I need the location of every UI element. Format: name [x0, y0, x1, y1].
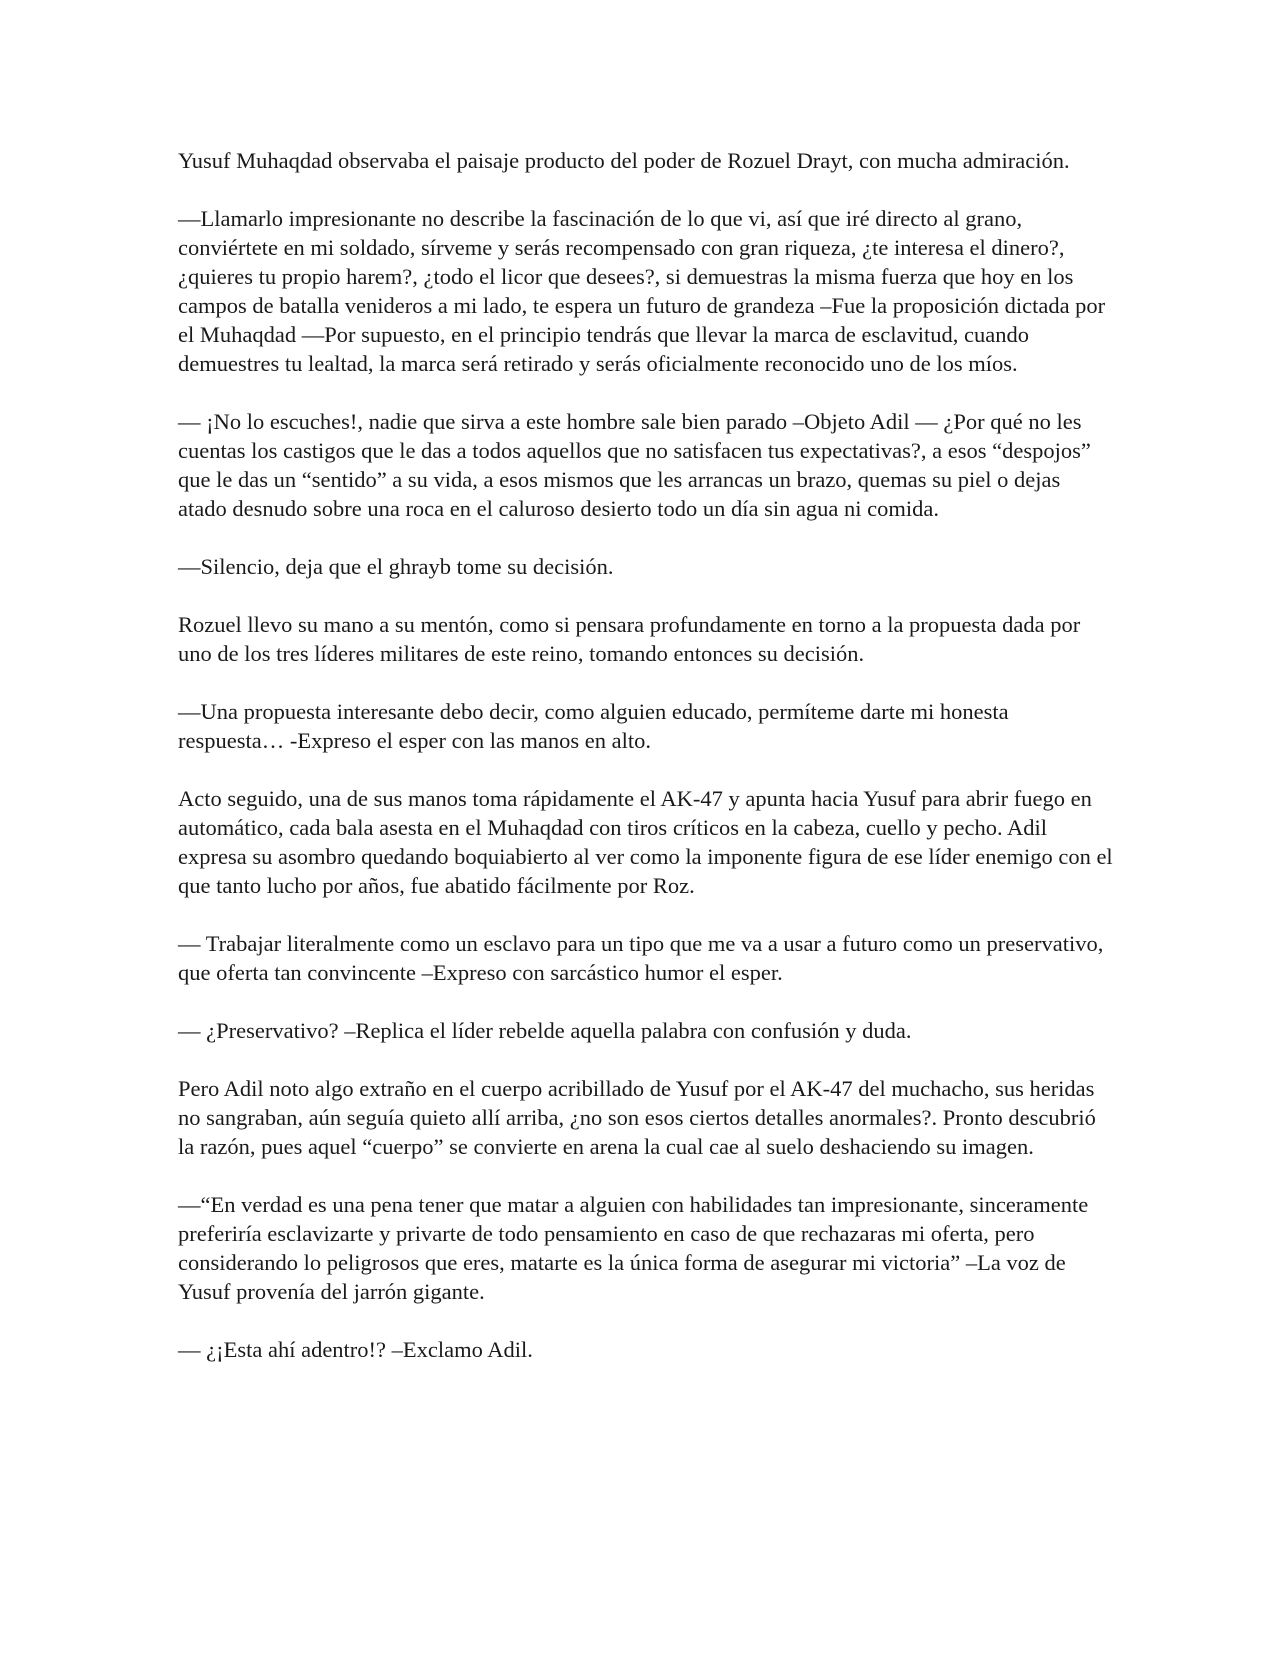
paragraph-2: —Llamarlo impresionante no describe la fascinación de lo que vi, así que iré directo al grano, conviértete en mi soldado, sírveme y serás recompensado con gran riqueza, ¿te interesa el dinero?, ¿quieres tu propio harem?, ¿todo el licor que desees?, si demuestras la misma fuerza que hoy en los campos de batalla venideros a mi lado, te espera un futuro de grandeza –Fue la proposición dictada por el Muhaqdad —Por supuesto, en el principio tendrás que llevar la marca de esclavitud, cuando demuestres tu lealtad, la marca será retirado y serás oficialmente reconocido uno de los míos.	[178, 206, 1106, 376]
paragraph-6: —Una propuesta interesante debo decir, como alguien educado, permíteme darte mi honesta respuesta… -Expreso el esper con las manos en alto.	[178, 699, 1009, 753]
paragraph-9: — ¿Preservativo? –Replica el líder rebelde aquella palabra con confusión y duda.	[178, 1018, 912, 1043]
document-body	[178, 146, 1113, 1393]
paragraph-10: Pero Adil noto algo extraño en el cuerpo acribillado de Yusuf por el AK-47 del muchacho, sus heridas no sangraban, aún seguía quieto allí arriba, ¿no son esos ciertos detalles anormales?. Pronto descubrió la razón, pues aquel “cuerpo” se convierte en arena la cual cae al suelo deshaciendo su imagen.	[178, 1076, 1096, 1159]
paragraph-7: Acto seguido, una de sus manos toma rápidamente el AK-47 y apunta hacia Yusuf para abrir fuego en automático, cada bala asesta en el Muhaqdad con tiros críticos en la cabeza, cuello y pecho. Adil expresa su asombro quedando boquiabierto al ver como la imponente figura de ese líder enemigo con el que tanto lucho por años, fue abatido fácilmente por Roz.	[178, 786, 1113, 898]
paragraph-5: Rozuel llevo su mano a su mentón, como si pensara profundamente en torno a la propuesta dada por uno de los tres líderes militares de este reino, tomando entonces su decisión.	[178, 612, 1081, 666]
paragraph-1: Yusuf Muhaqdad observaba el paisaje producto del poder de Rozuel Drayt, con mucha admiración.	[178, 148, 1070, 173]
paragraph-12: — ¿¡Esta ahí adentro!? –Exclamo Adil.	[178, 1337, 533, 1362]
paragraph-3: — ¡No lo escuches!, nadie que sirva a este hombre sale bien parado –Objeto Adil — ¿Por qué no les cuentas los castigos que le das a todos aquellos que no satisfacen tus expectativas?, a esos “despojos” que le das un “sentido” a su vida, a esos mismos que les arrancas un brazo, quemas su piel o dejas atado desnudo sobre una roca en el caluroso desierto todo un día sin agua ni comida.	[178, 409, 1091, 521]
paragraph-8: — Trabajar literalmente como un esclavo para un tipo que me va a usar a futuro como un preservativo, que oferta tan convincente –Expreso con sarcástico humor el esper.	[178, 931, 1104, 985]
paragraph-11: —“En verdad es una pena tener que matar a alguien con habilidades tan impresionante, sinceramente preferiría esclavizarte y privarte de todo pensamiento en caso de que rechazaras mi oferta, pero considerando lo peligrosos que eres, matarte es la única forma de asegurar mi victoria” –La voz de Yusuf provenía del jarrón gigante.	[178, 1192, 1089, 1304]
paragraph-4: —Silencio, deja que el ghrayb tome su decisión.	[178, 554, 614, 579]
